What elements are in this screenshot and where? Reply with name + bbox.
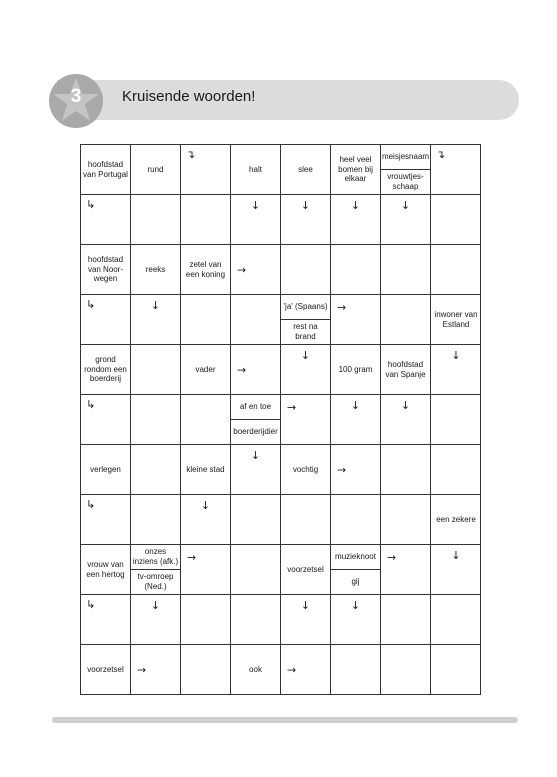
answer-cell[interactable] xyxy=(381,645,431,694)
answer-cell[interactable] xyxy=(381,495,431,545)
crossword-grid xyxy=(80,144,481,695)
clue-cell: een zekere xyxy=(431,495,481,545)
clue-cell: zetel van een koning xyxy=(181,245,231,295)
arrow-down-icon: ↓ xyxy=(150,299,161,312)
clue-cell: hoofdstad van Spanje xyxy=(381,345,431,395)
answer-cell[interactable] xyxy=(181,395,231,445)
answer-cell[interactable] xyxy=(281,245,331,295)
answer-cell[interactable] xyxy=(131,595,181,645)
arrow-down-icon: ↓ xyxy=(400,199,411,212)
answer-cell[interactable] xyxy=(131,295,181,345)
answer-cell[interactable] xyxy=(281,645,331,694)
answer-cell[interactable] xyxy=(381,295,431,345)
clue-cell: vader xyxy=(181,345,231,395)
arrow-down-icon: ↓ xyxy=(350,399,361,412)
answer-cell[interactable] xyxy=(331,245,381,295)
answer-cell[interactable] xyxy=(331,645,381,694)
arrow-right-icon: → xyxy=(337,301,347,314)
answer-cell[interactable] xyxy=(231,245,281,295)
answer-cell[interactable] xyxy=(281,345,331,395)
answer-cell[interactable] xyxy=(381,395,431,445)
clue-cell: reeks xyxy=(131,245,181,295)
footer-divider xyxy=(52,717,518,723)
answer-cell[interactable] xyxy=(81,595,131,645)
clue-cell: halt xyxy=(231,145,281,195)
answer-cell[interactable] xyxy=(231,195,281,245)
answer-cell[interactable] xyxy=(331,445,381,495)
clue-cell: voorzetsel xyxy=(81,645,131,694)
clue-cell: voorzetsel xyxy=(281,545,331,595)
answer-cell[interactable] xyxy=(231,295,281,345)
arrow-right-down-icon: ↴ xyxy=(186,148,196,161)
answer-cell[interactable] xyxy=(81,395,131,445)
arrow-down-right-icon: ↳ xyxy=(86,298,96,311)
clue-cell: rund xyxy=(131,145,181,195)
arrow-down-icon: ↓ xyxy=(150,599,161,612)
answer-cell[interactable] xyxy=(331,495,381,545)
answer-cell[interactable] xyxy=(281,595,331,645)
answer-cell[interactable] xyxy=(431,395,481,445)
arrow-down-icon: ↓ xyxy=(350,599,361,612)
arrow-down-icon: ↓ xyxy=(300,599,311,612)
arrow-down-icon: ↓ xyxy=(350,199,361,212)
answer-cell[interactable] xyxy=(181,545,231,595)
answer-cell[interactable] xyxy=(431,645,481,694)
answer-cell[interactable] xyxy=(381,545,431,595)
answer-cell[interactable] xyxy=(431,345,481,395)
answer-cell[interactable] xyxy=(381,445,431,495)
answer-cell[interactable] xyxy=(81,195,131,245)
answer-cell[interactable] xyxy=(131,645,181,694)
answer-cell[interactable] xyxy=(431,545,481,595)
clue-cell: hoofdstad van Noor-wegen xyxy=(81,245,131,295)
clue-cell: hoofdstad van Portugal xyxy=(81,145,131,195)
answer-cell[interactable] xyxy=(81,495,131,545)
arrow-down-icon: ↓ xyxy=(250,449,261,462)
arrow-right-icon: → xyxy=(287,401,297,414)
answer-cell[interactable] xyxy=(331,595,381,645)
split-clue-cell: meisjesnaam vrouwtjes-schaap xyxy=(381,145,431,195)
answer-cell[interactable] xyxy=(181,645,231,694)
answer-cell[interactable] xyxy=(131,495,181,545)
answer-cell[interactable] xyxy=(331,395,381,445)
answer-cell[interactable] xyxy=(131,345,181,395)
answer-cell[interactable] xyxy=(231,595,281,645)
answer-cell[interactable] xyxy=(331,195,381,245)
arrow-down-right-icon: ↳ xyxy=(86,498,96,511)
clue-cell: 100 gram xyxy=(331,345,381,395)
arrow-right-icon: → xyxy=(337,463,347,476)
answer-cell[interactable] xyxy=(131,445,181,495)
clue-cell: inwoner van Estland xyxy=(431,295,481,345)
split-clue-cell: 'ja' (Spaans) rest na brand xyxy=(281,295,331,345)
answer-cell[interactable] xyxy=(231,445,281,495)
arrow-down-icon: ↓ xyxy=(300,199,311,212)
clue-cell: heel veel bomen bij elkaar xyxy=(331,145,381,195)
clue-cell: verlegen xyxy=(81,445,131,495)
answer-cell[interactable] xyxy=(281,495,331,545)
clue-cell: slee xyxy=(281,145,331,195)
answer-cell[interactable] xyxy=(431,595,481,645)
arrow-right-icon: → xyxy=(237,363,247,376)
arrow-down-right-icon: ↳ xyxy=(86,398,96,411)
answer-cell[interactable] xyxy=(281,395,331,445)
arrow-down-icon: ↓ xyxy=(451,549,461,562)
arrow-right-icon: → xyxy=(387,551,397,564)
answer-cell[interactable] xyxy=(231,495,281,545)
arrow-down-right-icon: ↳ xyxy=(86,598,96,611)
arrow-right-icon: → xyxy=(187,551,197,564)
answer-cell[interactable] xyxy=(281,195,331,245)
answer-cell[interactable] xyxy=(181,595,231,645)
arrow-right-icon: → xyxy=(237,263,247,276)
arrow-down-icon: ↓ xyxy=(250,199,261,212)
split-clue-cell: muzieknoot gij xyxy=(331,545,381,595)
clue-cell: ook xyxy=(231,645,281,694)
arrow-down-right-icon: ↳ xyxy=(86,198,96,211)
clue-cell: grond rondom een boerderij xyxy=(81,345,131,395)
arrow-right-down-icon: ↴ xyxy=(436,148,446,161)
answer-cell[interactable] xyxy=(381,595,431,645)
arrow-down-icon: ↓ xyxy=(400,399,411,412)
arrow-down-icon: ↓ xyxy=(300,349,311,362)
answer-cell[interactable] xyxy=(181,295,231,345)
clue-cell: vochtig xyxy=(281,445,331,495)
answer-cell[interactable] xyxy=(431,445,481,495)
answer-cell[interactable] xyxy=(381,195,431,245)
answer-cell[interactable] xyxy=(181,195,231,245)
answer-cell[interactable] xyxy=(131,195,181,245)
arrow-down-icon: ↓ xyxy=(200,499,211,512)
exercise-number: 3 xyxy=(70,86,82,107)
answer-cell[interactable] xyxy=(231,345,281,395)
clue-cell: vrouw van een hertog xyxy=(81,545,131,595)
answer-cell[interactable] xyxy=(181,145,231,195)
answer-cell[interactable] xyxy=(431,245,481,295)
answer-cell[interactable] xyxy=(231,545,281,595)
answer-cell[interactable] xyxy=(431,145,481,195)
answer-cell[interactable] xyxy=(381,245,431,295)
arrow-down-icon: ↓ xyxy=(451,349,461,362)
clue-cell: kleine stad xyxy=(181,445,231,495)
exercise-title: Kruisende woorden! xyxy=(122,88,256,105)
arrow-right-icon: → xyxy=(287,663,297,676)
split-clue-cell: onzes inziens (afk.) tv-omroep (Ned.) xyxy=(131,545,181,595)
arrow-right-icon: → xyxy=(137,663,147,676)
answer-cell[interactable] xyxy=(331,295,381,345)
answer-cell[interactable] xyxy=(131,395,181,445)
answer-cell[interactable] xyxy=(431,195,481,245)
answer-cell[interactable] xyxy=(181,495,231,545)
split-clue-cell: af en toe boerderijdier xyxy=(231,395,281,445)
answer-cell[interactable] xyxy=(81,295,131,345)
